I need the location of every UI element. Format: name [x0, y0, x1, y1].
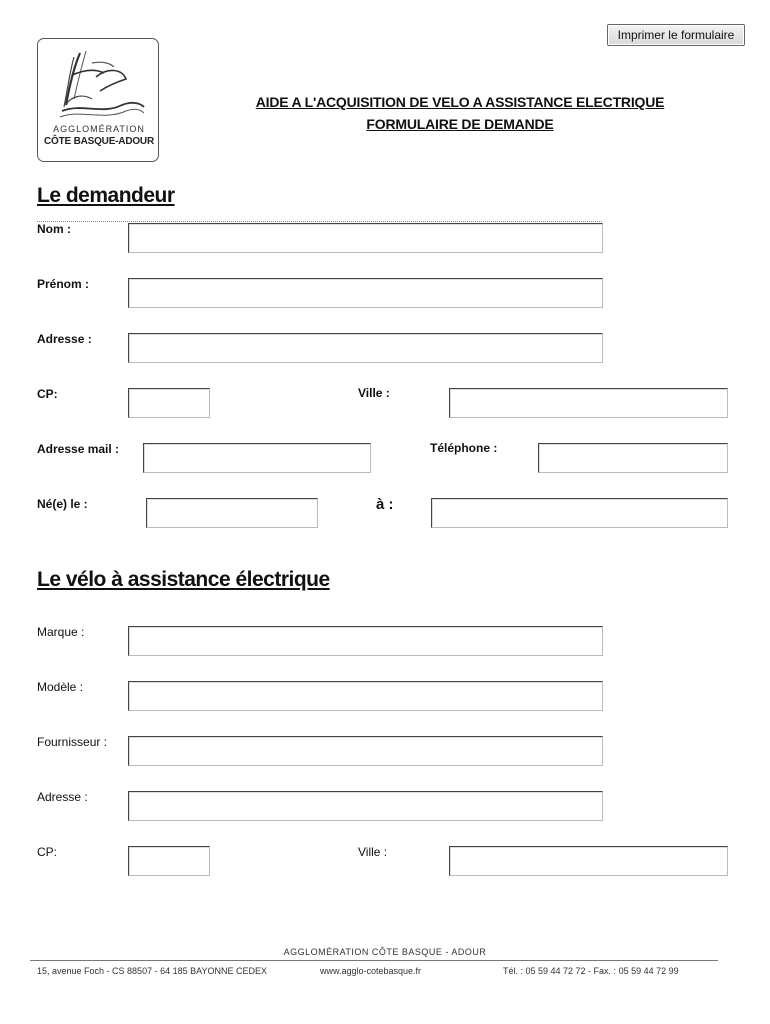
- footer-website: www.agglo-cotebasque.fr: [320, 966, 422, 976]
- section-divider: [37, 221, 602, 222]
- section-heading-velo: Le vélo à assistance électrique: [37, 568, 330, 591]
- label-telephone: Téléphone :: [430, 441, 498, 455]
- label-date-naissance: Né(e) le :: [37, 497, 88, 511]
- section-heading-demandeur: Le demandeur: [37, 184, 175, 207]
- label-adresse: Adresse :: [37, 332, 92, 346]
- cp-field[interactable]: [128, 388, 210, 418]
- logo: [37, 38, 159, 162]
- label-ville: Ville :: [358, 386, 390, 400]
- label-nom: Nom :: [37, 222, 71, 236]
- prenom-field[interactable]: [128, 278, 603, 308]
- logo-text-cote-basque: CÔTE BASQUE-ADOUR: [44, 136, 154, 147]
- fournisseur-field[interactable]: [128, 736, 603, 766]
- form-title: AIDE A L'ACQUISITION DE VELO A ASSISTANCE ELECTRIQUE: [255, 94, 665, 110]
- adresse-field[interactable]: [128, 333, 603, 363]
- label-adresse-mail: Adresse mail :: [37, 442, 120, 456]
- logo-text-agglomeration: AGGLOMÉRATION: [53, 124, 145, 134]
- ville-fournisseur-field[interactable]: [449, 846, 728, 876]
- footer-organization: AGGLOMÉRATION CÔTE BASQUE - ADOUR: [283, 947, 487, 957]
- logo-mark-icon: [52, 47, 148, 123]
- print-form-button[interactable]: Imprimer le formulaire: [607, 24, 745, 46]
- email-field[interactable]: [143, 443, 371, 473]
- label-fournisseur: Fournisseur :: [37, 735, 108, 749]
- adresse-fournisseur-field[interactable]: [128, 791, 603, 821]
- form-subtitle: FORMULAIRE DE DEMANDE: [366, 116, 554, 132]
- label-cp-fournisseur: CP:: [37, 845, 58, 859]
- modele-field[interactable]: [128, 681, 603, 711]
- marque-field[interactable]: [128, 626, 603, 656]
- footer-divider: [30, 960, 718, 961]
- label-modele: Modèle :: [37, 680, 84, 694]
- nom-field[interactable]: [128, 223, 603, 253]
- footer-address: 15, avenue Foch - CS 88507 - 64 185 BAYONNE CEDEX: [37, 966, 267, 976]
- label-adresse-fournisseur: Adresse :: [37, 790, 88, 804]
- ville-field[interactable]: [449, 388, 728, 418]
- label-ville-fournisseur: Ville :: [358, 845, 388, 859]
- label-lieu-naissance: à :: [376, 496, 394, 513]
- cp-fournisseur-field[interactable]: [128, 846, 210, 876]
- footer-phone-fax: Tél. : 05 59 44 72 72 - Fax. : 05 59 44 72 99: [503, 966, 679, 976]
- date-naissance-field[interactable]: [146, 498, 318, 528]
- label-prenom: Prénom :: [37, 277, 90, 291]
- telephone-field[interactable]: [538, 443, 728, 473]
- label-marque: Marque :: [37, 625, 85, 639]
- lieu-naissance-field[interactable]: [431, 498, 728, 528]
- label-cp: CP:: [37, 387, 58, 401]
